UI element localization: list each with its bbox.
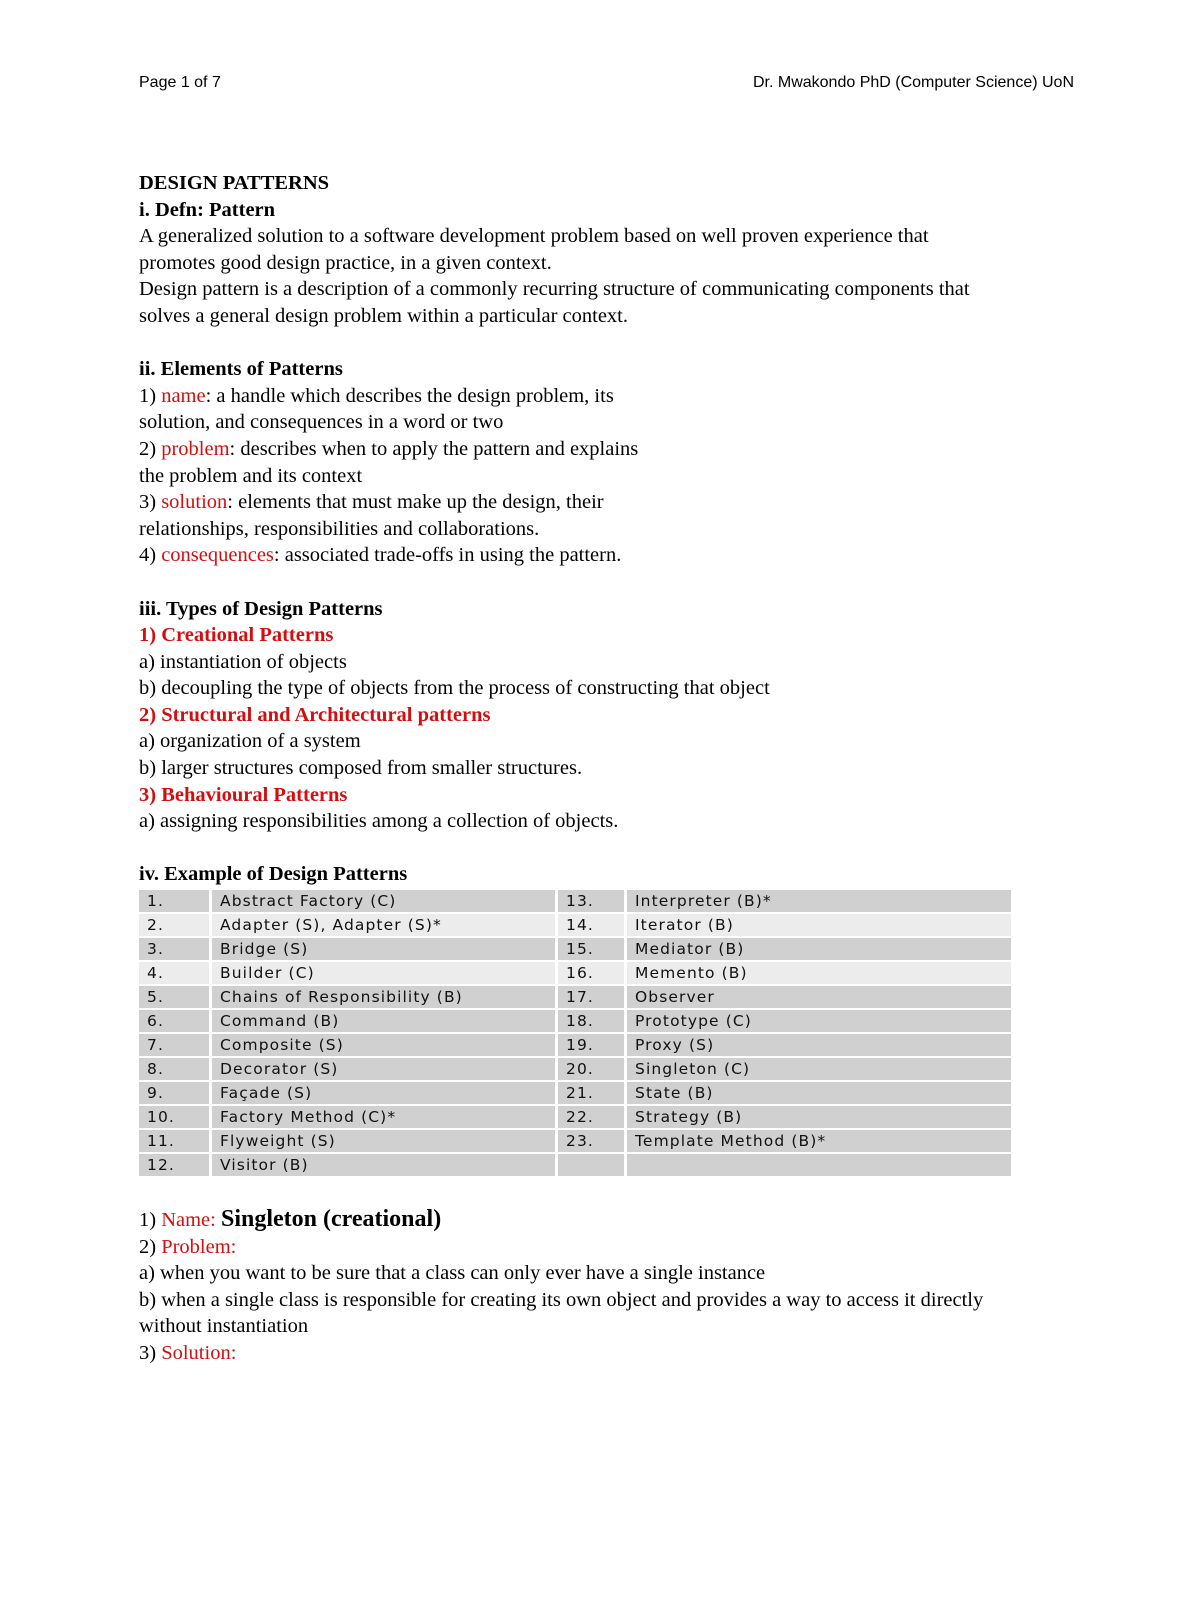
structural-b: b) larger structures composed from smaller structures. xyxy=(139,757,583,780)
types-heading: iii. Types of Design Patterns xyxy=(139,597,383,620)
element-item-consequences xyxy=(139,542,1119,569)
item-num: 3) xyxy=(139,1342,162,1364)
defn-line-1: A generalized solution to a software development problem based on well proven experience that xyxy=(139,225,929,248)
defn-line-3: Design pattern is a description of a commonly recurring structure of communicating components that xyxy=(139,278,970,301)
problem-label: Problem: xyxy=(161,1235,237,1258)
elements-heading: ii. Elements of Patterns xyxy=(139,358,343,381)
spacer xyxy=(139,330,1119,357)
spacer xyxy=(139,835,1119,862)
pattern-name: Façade (S) xyxy=(212,1082,555,1104)
pattern-number: 9. xyxy=(139,1082,209,1104)
singleton-solution-line xyxy=(139,1340,1119,1367)
table-row xyxy=(139,1034,1011,1056)
spacer xyxy=(139,1178,1119,1206)
table-row xyxy=(139,986,1011,1008)
table-row xyxy=(139,1082,1011,1104)
document-body xyxy=(139,170,1119,1367)
element-num: 2) xyxy=(139,437,162,460)
table-row xyxy=(139,1130,1011,1152)
pattern-name: Mediator (B) xyxy=(627,938,1011,960)
pattern-name: Command (B) xyxy=(212,1010,555,1032)
pattern-name: Builder (C) xyxy=(212,962,555,984)
element-desc: : elements that must make up the design, their xyxy=(227,491,604,514)
author-line: Dr. Mwakondo PhD (Computer Science) UoN xyxy=(752,74,1074,91)
examples-heading: iv. Example of Design Patterns xyxy=(139,863,408,886)
pattern-number xyxy=(558,1154,624,1176)
element-num: 4) xyxy=(139,544,162,567)
pattern-number: 12. xyxy=(139,1154,209,1176)
pattern-name xyxy=(627,1154,1011,1176)
element-desc: : associated trade-offs in using the pattern. xyxy=(273,544,622,567)
pattern-name: Adapter (S), Adapter (S)* xyxy=(212,914,555,936)
behavioural-a: a) assigning responsibilities among a collection of objects. xyxy=(139,810,619,833)
element-term: problem xyxy=(161,437,230,460)
singleton-name-line xyxy=(139,1206,1119,1234)
pattern-name: Iterator (B) xyxy=(627,914,1011,936)
behavioural-title: 3) Behavioural Patterns xyxy=(139,783,348,806)
pattern-name: Chains of Responsibility (B) xyxy=(212,986,555,1008)
defn-line-4: solves a general design problem within a particular context. xyxy=(139,304,628,327)
pattern-name: Visitor (B) xyxy=(212,1154,555,1176)
pattern-name: Singleton (creational) xyxy=(220,1206,442,1233)
spacer xyxy=(139,569,1119,596)
creational-title: 1) Creational Patterns xyxy=(139,624,334,647)
element-desc: : a handle which describes the design problem, its xyxy=(205,384,614,407)
element-num: 3) xyxy=(139,491,162,514)
pattern-name: Proxy (S) xyxy=(627,1034,1011,1056)
element-cont: solution, and consequences in a word or two xyxy=(139,411,504,434)
pattern-name: State (B) xyxy=(627,1082,1011,1104)
pattern-name: Abstract Factory (C) xyxy=(212,890,555,912)
page-header xyxy=(139,74,1074,98)
pattern-number: 21. xyxy=(558,1082,624,1104)
pattern-number: 23. xyxy=(558,1130,624,1152)
element-item-name xyxy=(139,383,1119,410)
pattern-name: Template Method (B)* xyxy=(627,1130,1011,1152)
pattern-name: Flyweight (S) xyxy=(212,1130,555,1152)
pattern-number: 3. xyxy=(139,938,209,960)
pattern-number: 10. xyxy=(139,1106,209,1128)
defn-heading: i. Defn: Pattern xyxy=(139,198,276,221)
table-row xyxy=(139,890,1011,912)
pattern-number: 5. xyxy=(139,986,209,1008)
table-row xyxy=(139,962,1011,984)
table-row xyxy=(139,1154,1011,1176)
pattern-name: Prototype (C) xyxy=(627,1010,1011,1032)
creational-b: b) decoupling the type of objects from the process of constructing that object xyxy=(139,677,770,700)
element-term: solution xyxy=(161,491,228,514)
pattern-number: 17. xyxy=(558,986,624,1008)
item-num: 1) xyxy=(139,1209,162,1232)
pattern-number: 20. xyxy=(558,1058,624,1080)
patterns-table-body xyxy=(139,890,1011,1176)
problem-a: a) when you want to be sure that a class can only ever have a single instance xyxy=(139,1262,766,1285)
table-row xyxy=(139,1010,1011,1032)
element-num: 1) xyxy=(139,384,162,407)
element-item-problem xyxy=(139,436,1119,463)
pattern-number: 8. xyxy=(139,1058,209,1080)
element-term: name xyxy=(161,384,206,407)
pattern-number: 14. xyxy=(558,914,624,936)
pattern-name: Strategy (B) xyxy=(627,1106,1011,1128)
pattern-number: 2. xyxy=(139,914,209,936)
pattern-name: Composite (S) xyxy=(212,1034,555,1056)
pattern-number: 22. xyxy=(558,1106,624,1128)
pattern-name: Observer xyxy=(627,986,1011,1008)
element-term: consequences xyxy=(161,544,274,567)
pattern-number: 19. xyxy=(558,1034,624,1056)
document-title: DESIGN PATTERNS xyxy=(139,172,330,194)
pattern-name: Interpreter (B)* xyxy=(627,890,1011,912)
pattern-number: 7. xyxy=(139,1034,209,1056)
pattern-number: 16. xyxy=(558,962,624,984)
name-label: Name: xyxy=(161,1209,216,1232)
table-row xyxy=(139,1058,1011,1080)
pattern-number: 6. xyxy=(139,1010,209,1032)
problem-b-cont: without instantiation xyxy=(139,1315,309,1338)
element-cont: the problem and its context xyxy=(139,464,363,487)
structural-a: a) organization of a system xyxy=(139,730,361,753)
table-row xyxy=(139,914,1011,936)
page-number: Page 1 of 7 xyxy=(139,74,221,91)
element-desc: : describes when to apply the pattern and explains xyxy=(229,437,639,460)
solution-label: Solution: xyxy=(161,1342,237,1364)
pattern-number: 15. xyxy=(558,938,624,960)
pattern-number: 1. xyxy=(139,890,209,912)
pattern-number: 18. xyxy=(558,1010,624,1032)
defn-line-2: promotes good design practice, in a given context. xyxy=(139,251,552,274)
pattern-number: 13. xyxy=(558,890,624,912)
element-item-solution xyxy=(139,489,1119,516)
problem-b: b) when a single class is responsible for creating its own object and provides a way to access it directly xyxy=(139,1288,984,1311)
pattern-name: Decorator (S) xyxy=(212,1058,555,1080)
pattern-name: Bridge (S) xyxy=(212,938,555,960)
pattern-name: Singleton (C) xyxy=(627,1058,1011,1080)
pattern-number: 4. xyxy=(139,962,209,984)
item-num: 2) xyxy=(139,1235,162,1258)
element-cont: relationships, responsibilities and collaborations. xyxy=(139,517,540,540)
pattern-name: Factory Method (C)* xyxy=(212,1106,555,1128)
table-row xyxy=(139,1106,1011,1128)
table-row xyxy=(139,938,1011,960)
patterns-table xyxy=(136,888,1014,1178)
singleton-problem-line xyxy=(139,1234,1119,1261)
pattern-name: Memento (B) xyxy=(627,962,1011,984)
creational-a: a) instantiation of objects xyxy=(139,650,347,673)
pattern-number: 11. xyxy=(139,1130,209,1152)
structural-title: 2) Structural and Architectural patterns xyxy=(139,703,491,726)
